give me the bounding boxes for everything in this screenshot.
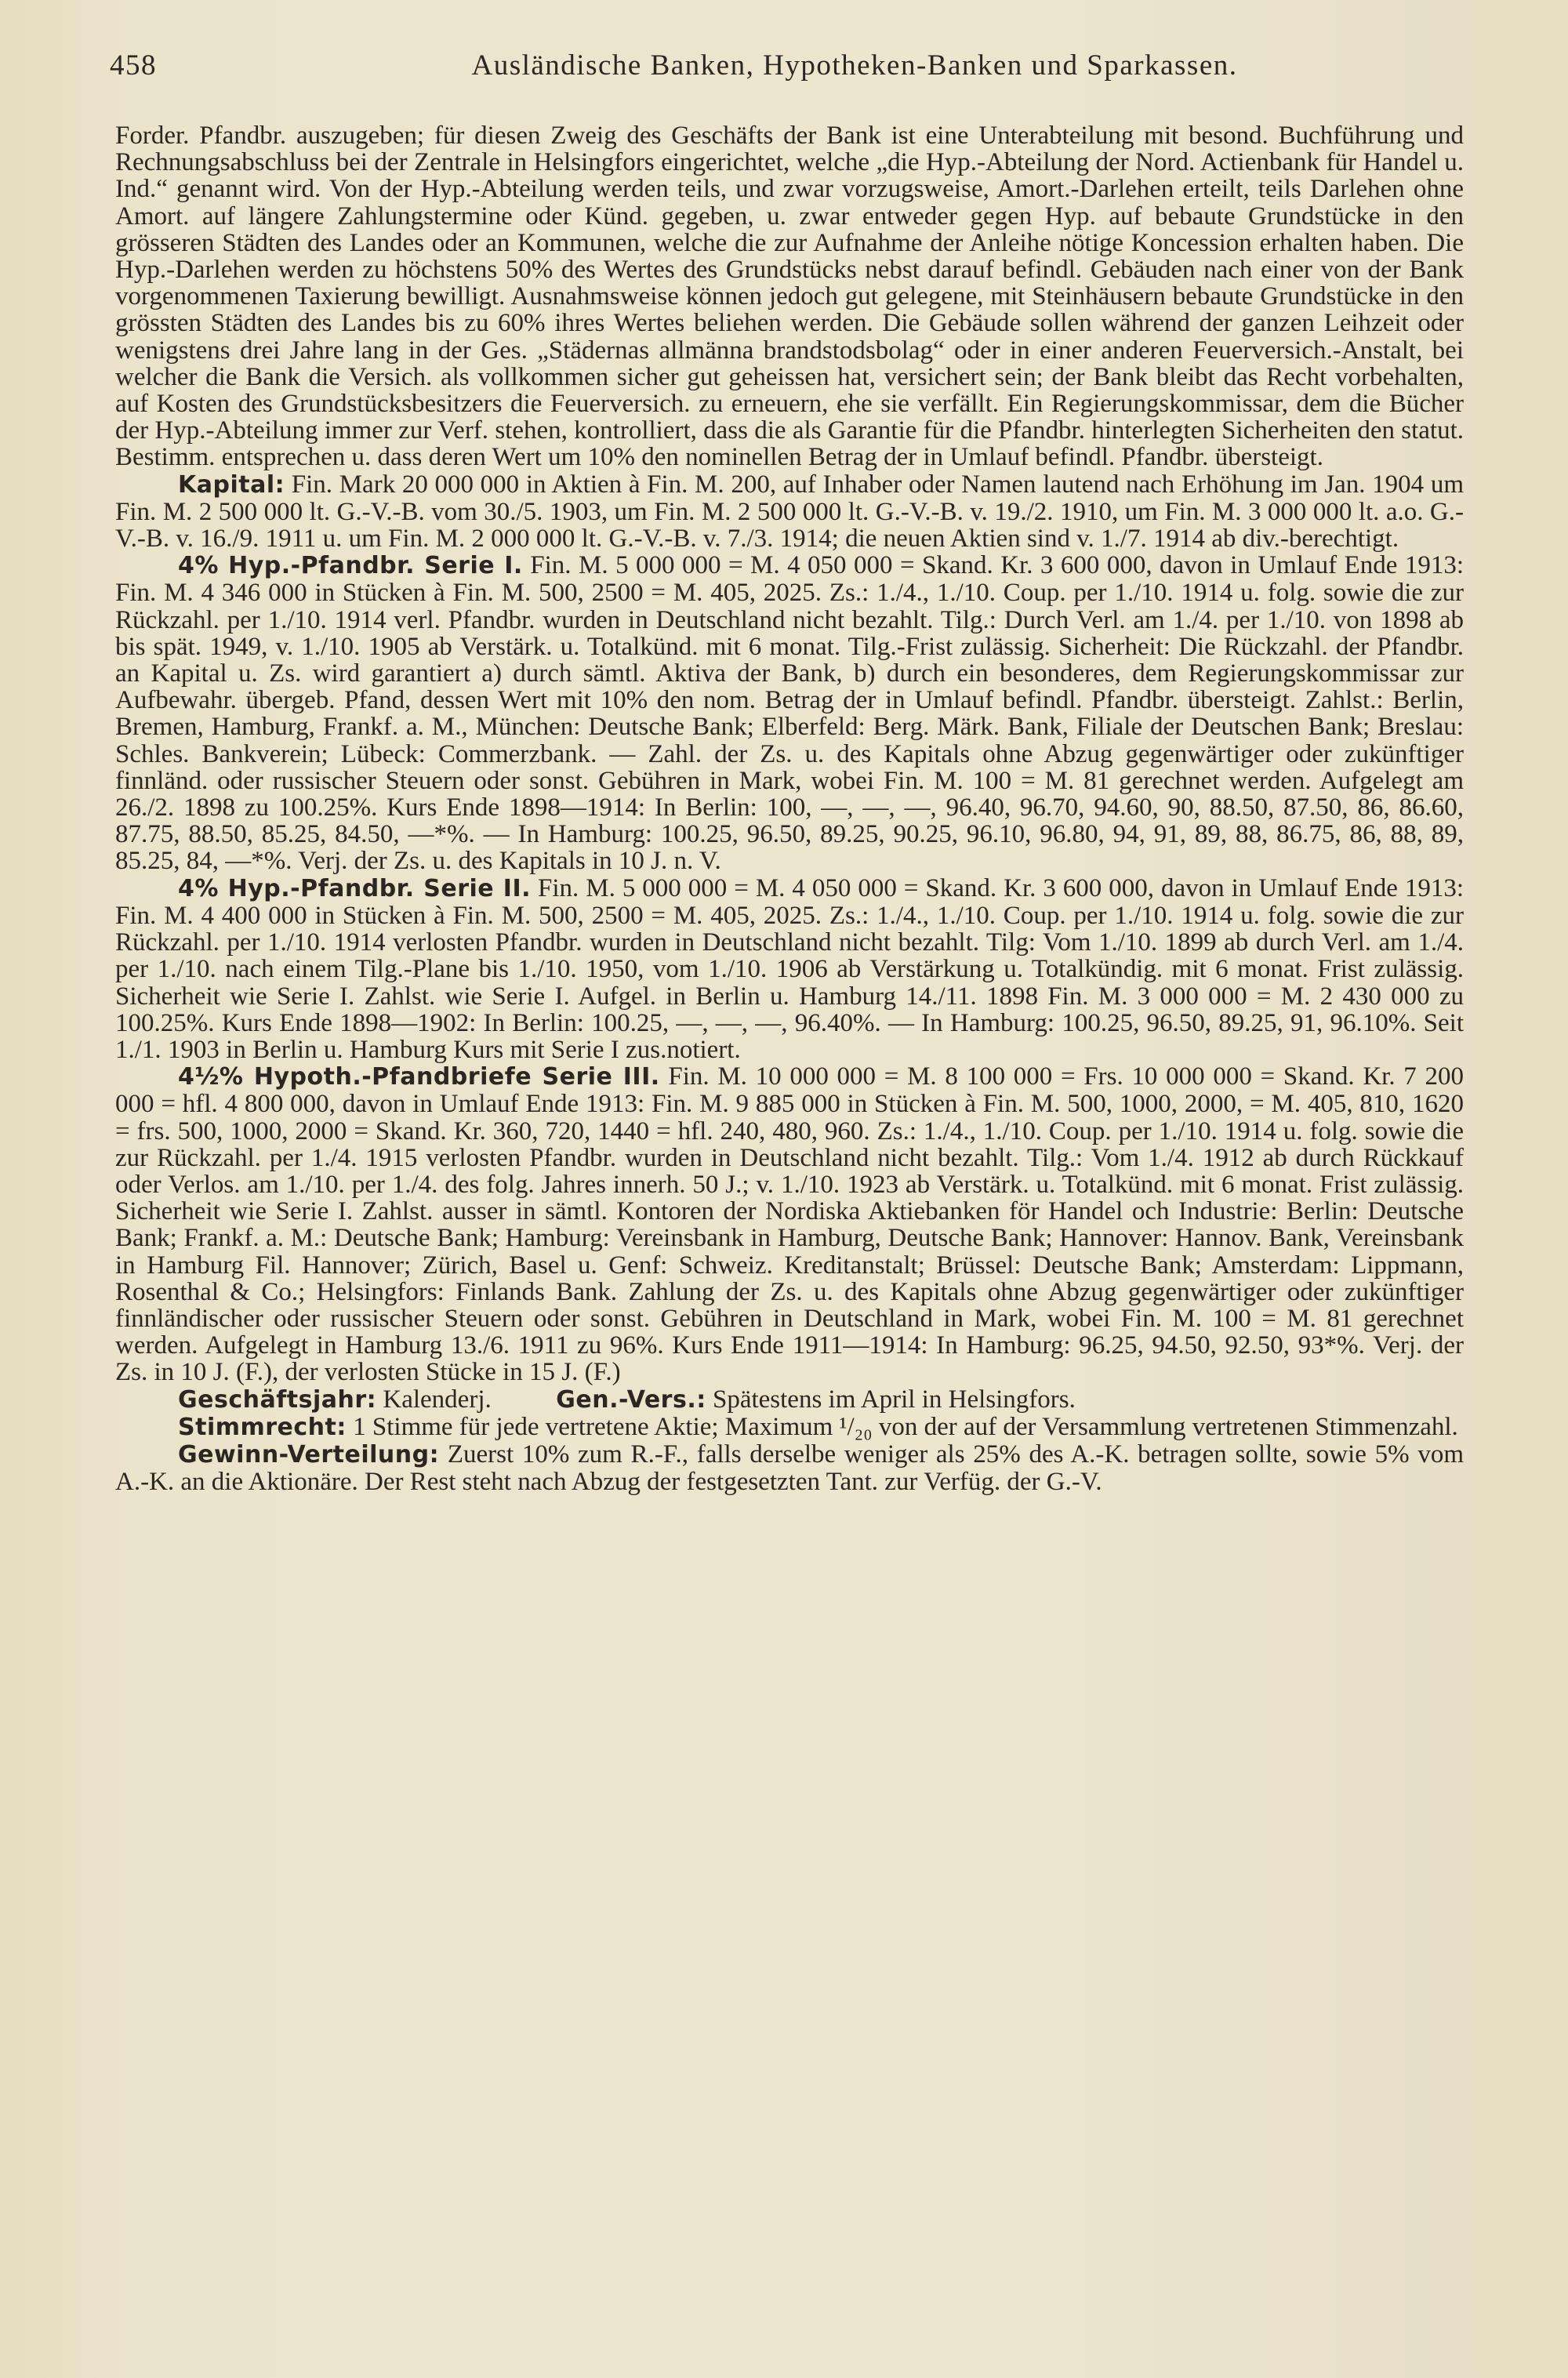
paragraph-serie-2: 4% Hyp.-Pfandbr. Serie II. Fin. M. 5 000 000 = M. 4 050 000 = Skand. Kr. 3 600 000, davon in Umlauf Ende 1913: Fin. M. 4 400 000 in Stücken à Fin. M. 500, 2500 = M. 405, 2025. Zs.: 1./4., 1./10. Coup. per 1./10. 1914 u. folg. sowie die zur Rückzahl. per 1./10. 1914 verlosten Pfandbr. wurden in Deutschland nicht bezahlt. Tilg: Vom 1./10. 1899 ab durch Verl. am 1./4. per 1./10. nach einem Tilg.-Plane bis 1./10. 1950, vom 1./10. 1906 ab Verstärkung u. Totalkündig. mit 6 monat. Frist zulässig. Sicherheit wie Serie I. Zahlst. wie Serie I. Aufgel. in Berlin u. Hamburg 14./11. 1898 Fin. M. 3 000 000 = M. 2 430 000 zu 100.25%. Kurs Ende 1898—1902: In Berlin: 100.25, —, —, —, 96.40%. — In Hamburg: 100.25, 96.50, 89.25, 91, 96.10%. Seit 1./1. 1903 in Berlin u. Hamburg Kurs mit Serie I zus.notiert. (115, 873, 1464, 1064)
section-heading: Stimmrecht: (178, 1413, 347, 1441)
section-heading: Gewinn-Verteilung: (178, 1440, 440, 1469)
section-heading: Geschäftsjahr: (178, 1385, 377, 1414)
section-heading: 4½% Hypoth.-Pfandbriefe Serie III. (178, 1063, 660, 1091)
page-body (115, 122, 1464, 1495)
paragraph-kapital: Kapital: Fin. Mark 20 000 000 in Aktien à Fin. M. 200, auf Inhaber oder Namen lautend nach Erhöhung im Jan. 1904 um Fin. M. 2 500 000 lt. G.-V.-B. vom 30./5. 1903, um Fin. M. 2 500 000 lt. G.-V.-B. v. 19./2. 1910, um Fin. M. 3 000 000 lt. a.o. G.-V.-B. v. 16./9. 1911 u. um Fin. M. 2 000 000 lt. G.-V.-B. v. 7./3. 1914; die neuen Aktien sind v. 1./7. 1914 ab div.-berechtigt. (115, 470, 1464, 554)
page-number: 458 (110, 49, 157, 82)
section-heading: Kapital: (178, 470, 285, 499)
paragraph-stimmrecht: Stimmrecht: 1 Stimme für jede vertretene Aktie; Maximum ¹/₂₀ von der auf der Versammlung vertretenen Stimmenzahl. (178, 1412, 1458, 1441)
running-title: Ausländische Banken, Hypotheken-Banken und Sparkassen. (471, 49, 1238, 82)
page-header (110, 41, 1458, 88)
paragraph-geschaeftsjahr: Geschäftsjahr: Kalenderj. Gen.-Vers.: Spätestens im April in Helsingfors. (178, 1385, 1076, 1414)
paragraph-serie-3: 4½% Hypoth.-Pfandbriefe Serie III. Fin. M. 10 000 000 = M. 8 100 000 = Frs. 10 000 000 = Skand. Kr. 7 200 000 = hfl. 4 800 000, davon in Umlauf Ende 1913: Fin. M. 9 885 000 in Stücken à Fin. M. 500, 1000, 2000, = M. 405, 810, 1620 = frs. 500, 1000, 2000 = Skand. Kr. 360, 720, 1440 = hfl. 240, 480, 960. Zs.: 1./4., 1./10. Coup. per 1./10. 1914 u. folg. sowie die zur Rückzahl. per 1./4. 1915 verlosten Pfandbr. wurden in Deutschland nicht bezahlt. Tilg.: Vom 1./4. 1912 ab durch Rückkauf oder Verlos. am 1./10. per 1./4. des folg. Jahres innerh. 50 J.; v. 1./10. 1923 ab Verstärk. u. Totalkünd. mit 6 monat. Frist zulässig. Sicherheit wie Serie I. Zahlst. ausser in sämtl. Kontoren der Nordiska Aktiebanken för Handel och Industrie: Berlin: Deutsche Bank; Frankf. a. M.: Deutsche Bank; Hamburg: Vereinsbank in Hamburg, Deutsche Bank; Hannover: Hannov. Bank, Vereinsbank in Hamburg Fil. Hannover; Zürich, Basel u. Genf: Schweiz. Kreditanstalt; Brüssel: Deutsche Bank; Amsterdam: Lippmann, Rosenthal & Co.; Helsingfors: Finlands Bank. Zahlung der Zs. u. des Kapitals ohne Abzug gegenwärtiger oder zukünftiger finnländischer oder russischer Steuern oder sonst. Gebühren in Deutschland in Mark, wobei Fin. M. 100 = M. 81 gerechnet werden. Aufgelegt in Hamburg 13./6. 1911 zu 96%. Kurs Ende 1911—1914: In Hamburg: 96.25, 94.50, 92.50, 93*%. Verj. der Zs. in 10 J. (F.), der verlosten Stücke in 15 J. (F.) (115, 1062, 1464, 1387)
paragraph-serie-1: 4% Hyp.-Pfandbr. Serie I. Fin. M. 5 000 000 = M. 4 050 000 = Skand. Kr. 3 600 000, davon in Umlauf Ende 1913: Fin. M. 4 346 000 in Stücken à Fin. M. 500, 2500 = M. 405, 2025. Zs.: 1./4., 1./10. Coup. per 1./10. 1914 u. folg. sowie die zur Rückzahl. per 1./10. 1914 verl. Pfandbr. wurden in Deutschland nicht bezahlt. Tilg.: Durch Verl. am 1./4. per 1./10. von 1898 ab bis spät. 1949, v. 1./10. 1905 ab Verstärk. u. Totalkünd. mit 6 monat. Tilg.-Frist zulässig. Sicherheit: Die Rückzahl. der Pfandbr. an Kapital u. Zs. wird garantiert a) durch sämtl. Aktiva der Bank, b) durch ein besonderes, dem Regierungskommissar zur Aufbewahr. übergeb. Pfand, dessen Wert mit 10% den nom. Betrag der in Umlauf befindl. Pfandbr. übersteigt. Zahlst.: Berlin, Bremen, Hamburg, Frankf. a. M., München: Deutsche Bank; Elberfeld: Berg. Märk. Bank, Filiale der Deutschen Bank; Breslau: Schles. Bankverein; Lübeck: Commerzbank. — Zahl. der Zs. u. des Kapitals ohne Abzug gegenwärtiger oder zukünftiger finnländ. oder russischer Steuern oder sonst. Gebühren in Mark, wobei Fin. M. 100 = M. 81 gerechnet werden. Aufgelegt am 26./2. 1898 zu 100.25%. Kurs Ende 1898—1914: In Berlin: 100, —, —, —, 96.40, 96.70, 94.60, 90, 88.50, 87.50, 86, 86.60, 87.75, 88.50, 85.25, 84.50, —*%. — In Hamburg: 100.25, 96.50, 89.25, 90.25, 96.10, 96.80, 94, 91, 89, 88, 86.75, 86, 88, 89, 85.25, 84, —*%. Verj. der Zs. u. des Kapitals in 10 J. n. V. (115, 551, 1464, 876)
paragraph-gewinn-verteilung: Gewinn-Verteilung: Zuerst 10% zum R.-F., falls derselbe weniger als 25% des A.-K. betragen sollte, sowie 5% vom A.-K. an die Aktionäre. Der Rest steht nach Abzug der festgesetzten Tant. zur Verfüg. der G.-V. (115, 1440, 1464, 1497)
section-heading: 4% Hyp.-Pfandbr. Serie II. (178, 874, 532, 902)
section-heading: Gen.-Vers.: (556, 1385, 706, 1414)
paragraph-hyp-abteilung: Forder. Pfandbr. auszugeben; für diesen Zweig des Geschäfts der Bank ist eine Unterabteilung mit besond. Buchführung und Rechnungsabschluss bei der Zentrale in Helsingfors eingerichtet, welche „die Hyp.-Abteilung der Nord. Actienbank für Handel u. Ind.“ genannt wird. Von der Hyp.-Abteilung werden teils, und zwar vorzugsweise, Amort.-Darlehen erteilt, teils Darlehen ohne Amort. auf längere Zahlungstermine oder Künd. gegeben, u. zwar entweder gegen Hyp. auf bebaute Grundstücke in den grösseren Städten des Landes oder an Kommunen, welche die zur Aufnahme der Anleihe nötige Koncession erhalten haben. Die Hyp.-Darlehen werden zu höchstens 50% des Wertes des Grundstücks nebst darauf befindl. Gebäuden nach einer von der Bank vorgenommenen Taxierung bewilligt. Ausnahmsweise können jedoch gut gelegene, mit Steinhäusern bebaute Grundstücke in den grössten Städten des Landes bis zu 60% ihres Wertes beliehen werden. Die Gebäude sollen während der ganzen Leihzeit oder wenigstens drei Jahre lang in der Ges. „Städernas allmänna brandstodsbolag“ oder in einer anderen Feuerversich.-Anstalt, bei welcher die Bank die Versich. als vollkommen sicher gut geheissen hat, versichert sein; der Bank bleibt das Recht vorbehalten, auf Kosten des Grundstücksbesitzers die Feuerversich. zu erneuern, ehe sie verfällt. Ein Regierungskommissar, dem die Bücher der Hyp.-Abteilung immer zur Verf. stehen, kontrolliert, dass die als Garantie für die Pfandbr. hinterlegten Sicherheiten den statut. Bestimm. entsprechen u. dass deren Wert um 10% den nominellen Betrag der in Umlauf befindl. Pfandbr. übersteigt. (115, 122, 1464, 472)
section-heading: 4% Hyp.-Pfandbr. Serie I. (178, 552, 523, 580)
